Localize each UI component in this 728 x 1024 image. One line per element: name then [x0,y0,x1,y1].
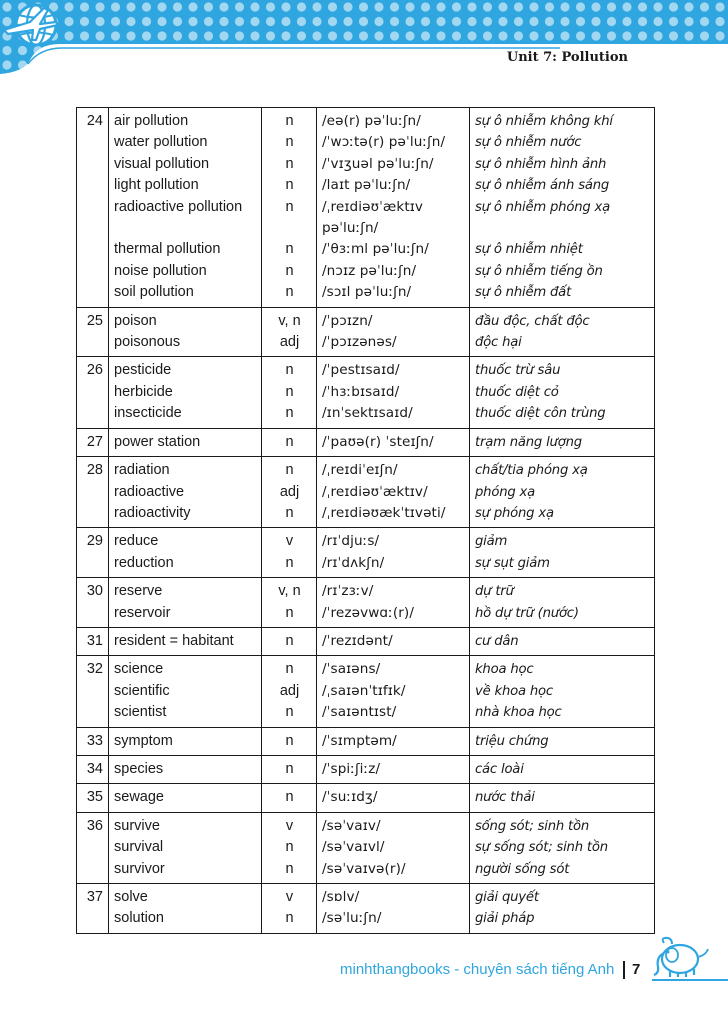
part-of-speech: n [285,198,294,215]
vietnamese-meaning-cell [470,884,655,934]
english-word: science [114,661,164,678]
pronunciation: /ˌreɪdiˈeɪʃn/ [322,462,398,479]
part-of-speech [267,218,312,239]
part-of-speech: n [285,661,294,678]
part-of-speech: n [285,789,294,806]
vietnamese-meaning: giải pháp [475,911,535,927]
part-of-speech-cell [262,428,317,456]
entry-number: 34 [86,760,103,777]
entry-number: 25 [86,312,103,329]
vietnamese-meaning: nhà khoa học [475,705,562,721]
entry-number: 36 [86,817,103,834]
pronunciation: /ɪnˈsektɪsaɪd/ [322,405,413,422]
table-row [77,528,655,578]
english-word [114,218,257,239]
vietnamese-meaning: hồ dự trữ (nước) [475,605,579,621]
pronunciation-cell [317,307,470,357]
part-of-speech: adj [279,483,300,500]
part-of-speech: n [285,262,294,279]
entry-number-cell [77,528,109,578]
vietnamese-meaning: sự phóng xạ [475,505,554,521]
english-word: visual pollution [114,155,210,172]
vietnamese-meaning-cell [470,457,655,528]
entry-number-cell [77,727,109,755]
part-of-speech-cell [262,357,317,428]
pronunciation-cell [317,627,470,655]
part-of-speech: n [285,504,294,521]
part-of-speech-cell [262,528,317,578]
pronunciation: /sɔɪl pəˈluːʃn/ [322,284,412,301]
globe-airplane-icon [0,0,66,50]
pronunciation: /ˈhɜːbɪsaɪd/ [322,383,400,400]
vietnamese-meaning: phóng xạ [475,484,536,500]
pronunciation: /ˌsaɪənˈtɪfɪk/ [322,682,406,699]
english-word: scientist [114,704,167,721]
part-of-speech-cell [262,457,317,528]
english-word: reserve [114,583,163,600]
english-word-cell [109,578,262,628]
vietnamese-meaning: các loài [475,761,524,777]
english-word: sewage [114,789,164,806]
pronunciation: /eə(r) pəˈluːʃn/ [322,113,421,129]
table-row [77,812,655,883]
pronunciation-cell [317,656,470,727]
entry-number: 31 [86,632,103,649]
pronunciation: /səˈvaɪvə(r)/ [322,860,406,877]
vietnamese-meaning: sự ô nhiễm ánh sáng [475,178,610,194]
part-of-speech: n [285,383,294,400]
part-of-speech: n [285,554,294,571]
table-row [77,307,655,357]
table-row [77,784,655,812]
entry-number: 35 [86,789,103,806]
footer-divider [623,961,625,979]
english-word: reduction [114,554,174,571]
english-word: soil pollution [114,284,194,301]
english-word: solve [114,889,148,905]
pronunciation: /ˈsuːɪdʒ/ [322,789,378,806]
part-of-speech: v [285,533,294,550]
vietnamese-meaning: người sống sót [475,861,570,877]
english-word: air pollution [114,113,189,129]
pronunciation-cell [317,578,470,628]
part-of-speech: n [285,284,294,301]
english-word: reservoir [114,604,171,621]
entry-number: 26 [86,362,103,379]
entry-number-cell [77,307,109,357]
part-of-speech-cell [262,578,317,628]
english-word: pesticide [114,362,172,379]
pronunciation: /ˈsɪmptəm/ [322,732,397,749]
english-word-cell [109,812,262,883]
table-row [77,656,655,727]
english-word: light pollution [114,177,199,194]
pronunciation: /ˈspiːʃiːz/ [322,760,381,777]
vietnamese-meaning: triệu chứng [475,733,549,749]
pronunciation: /ˈvɪʒuəl pəˈluːʃn/ [322,155,434,172]
part-of-speech: n [285,760,294,777]
pronunciation: /ˈsaɪəntɪst/ [322,704,397,721]
vietnamese-meaning: sự ô nhiễm nhiệt [475,242,583,258]
vietnamese-meaning: sự ô nhiễm phóng xạ [475,199,611,215]
vietnamese-meaning-cell [470,727,655,755]
english-word-cell [109,755,262,783]
english-word: species [114,760,164,777]
part-of-speech: n [285,632,294,649]
english-word: thermal pollution [114,241,221,258]
footer-rule [652,979,728,981]
entry-number-cell [77,578,109,628]
pronunciation: /ˈrezəvwɑː(r)/ [322,604,415,621]
vietnamese-meaning: sự ô nhiễm không khí [475,114,613,129]
pronunciation-cell [317,528,470,578]
part-of-speech-cell [262,108,317,308]
unit-title: Unit 7: Pollution [506,50,628,65]
vietnamese-meaning: sự sụt giảm [475,555,550,571]
pronunciation: /sɒlv/ [322,889,360,905]
english-word: radioactivity [114,504,191,521]
part-of-speech-cell [262,812,317,883]
part-of-speech-cell [262,656,317,727]
part-of-speech: n [285,704,294,721]
vietnamese-meaning: sự ô nhiễm đất [475,285,572,301]
part-of-speech: n [285,910,294,927]
english-word-cell [109,627,262,655]
entry-number-cell [77,656,109,727]
entry-number: 28 [86,462,103,479]
vietnamese-meaning-cell [470,108,655,308]
part-of-speech-cell [262,307,317,357]
part-of-speech-cell [262,755,317,783]
table-row [77,357,655,428]
english-word: resident = habitant [114,632,234,649]
entry-number-cell [77,457,109,528]
entry-number-cell [77,428,109,456]
part-of-speech: n [285,241,294,258]
part-of-speech: v [285,889,294,905]
part-of-speech: n [285,134,294,151]
pronunciation: /rɪˈdʌkʃn/ [322,554,385,571]
part-of-speech-cell [262,627,317,655]
english-word: noise pollution [114,262,207,279]
english-word: insecticide [114,405,182,422]
vietnamese-meaning: chất/tia phóng xạ [475,463,588,479]
pronunciation: /ˈpaʊə(r) ˈsteɪʃn/ [322,433,434,450]
entry-number-cell [77,812,109,883]
vietnamese-meaning: trạm năng lượng [475,434,582,450]
english-word: solution [114,910,164,927]
pronunciation: /ˈpɔɪzənəs/ [322,334,397,351]
english-word-cell [109,307,262,357]
vocabulary-table-body [77,108,655,934]
page-header [0,0,728,82]
vietnamese-meaning: sự ô nhiễm hình ảnh [475,156,607,172]
pronunciation: /səˈvaɪv/ [322,817,381,834]
pronunciation-cell [317,727,470,755]
vietnamese-meaning: về khoa học [475,683,553,699]
english-word: symptom [114,732,173,749]
english-word: survivor [114,860,165,877]
entry-number-cell [77,357,109,428]
english-word: scientific [114,682,170,699]
vietnamese-meaning: sự sống sót; sinh tồn [475,840,608,856]
page-number: 7 [632,961,641,978]
vietnamese-meaning: thuốc diệt cỏ [475,384,559,400]
entry-number: 30 [86,583,103,600]
entry-number: 37 [86,889,103,905]
vietnamese-meaning [475,218,650,239]
vietnamese-meaning: sự ô nhiễm nước [475,135,582,151]
pronunciation: /səˈvaɪvl/ [322,839,385,856]
entry-number: 27 [86,433,103,450]
part-of-speech-cell [262,727,317,755]
vietnamese-meaning: dự trữ [475,584,514,600]
vietnamese-meaning: đầu độc, chất độc [475,313,590,329]
table-row [77,884,655,934]
vietnamese-meaning: khoa học [475,662,534,678]
pronunciation-cell [317,812,470,883]
part-of-speech: n [285,362,294,379]
pronunciation: /səˈluːʃn/ [322,910,382,927]
pronunciation-cell [317,108,470,308]
entry-number: 29 [86,533,103,550]
vietnamese-meaning-cell [470,627,655,655]
part-of-speech: n [285,732,294,749]
english-word-cell [109,457,262,528]
header-band [0,0,728,82]
english-word: poisonous [114,334,181,351]
pronunciation-cell [317,457,470,528]
pronunciation: /ˈpɔɪzn/ [322,312,373,329]
pronunciation: /ˌreɪdiəʊˈæktɪv/ [322,483,428,500]
english-word: power station [114,433,201,450]
vietnamese-meaning-cell [470,656,655,727]
part-of-speech: n [285,839,294,856]
english-word-cell [109,784,262,812]
english-word-cell [109,884,262,934]
vietnamese-meaning: nước thải [475,790,535,806]
pronunciation: /ˈθɜːml pəˈluːʃn/ [322,241,429,258]
pronunciation: /nɔɪz pəˈluːʃn/ [322,262,417,279]
pronunciation: /rɪˈzɜːv/ [322,583,374,600]
pronunciation: /ˈwɔːtə(r) pəˈluːʃn/ [322,134,446,151]
part-of-speech: adj [279,334,300,351]
vietnamese-meaning: giải quyết [475,890,539,905]
vietnamese-meaning: độc hại [475,335,522,351]
entry-number: 33 [86,732,103,749]
entry-number-cell [77,108,109,308]
table-row [77,627,655,655]
vietnamese-meaning-cell [470,812,655,883]
english-word: poison [114,312,157,329]
entry-number-cell [77,627,109,655]
pronunciation: /ˌreɪdiəʊækˈtɪvəti/ [322,504,446,521]
part-of-speech: n [285,604,294,621]
vietnamese-meaning: sự ô nhiễm tiếng ồn [475,263,603,279]
english-word: herbicide [114,383,173,400]
english-word: radioactive pollution [114,198,243,215]
part-of-speech: n [285,860,294,877]
pronunciation: /ˈpestɪsaɪd/ [322,362,400,379]
pronunciation-cell [317,357,470,428]
publisher-text: minhthangbooks - chuyên sách tiếng Anh [340,961,615,978]
vietnamese-meaning-cell [470,578,655,628]
part-of-speech: n [285,462,294,479]
entry-number-cell [77,755,109,783]
english-word: survive [114,817,160,834]
part-of-speech: v, n [278,583,301,600]
pronunciation: /ˌreɪdiəʊˈæktɪv [322,198,424,215]
pronunciation-cell [317,755,470,783]
english-word: survival [114,839,164,856]
part-of-speech: n [285,155,294,172]
vietnamese-meaning-cell [470,428,655,456]
pronunciation-cell [317,784,470,812]
part-of-speech: n [285,433,294,450]
pronunciation: pəˈluːʃn/ [322,220,379,237]
pronunciation: /laɪt pəˈluːʃn/ [322,177,411,194]
table-row [77,428,655,456]
pronunciation-cell [317,884,470,934]
part-of-speech: n [285,405,294,422]
vietnamese-meaning-cell [470,784,655,812]
pronunciation-cell [317,428,470,456]
english-word-cell [109,428,262,456]
part-of-speech: adj [279,682,300,699]
part-of-speech: v, n [278,312,301,329]
english-word: reduce [114,533,159,550]
pronunciation: /ˈsaɪəns/ [322,661,381,678]
vietnamese-meaning: thuốc trừ sâu [475,363,561,379]
elephant-mascot-icon [650,935,712,979]
table-row [77,755,655,783]
vocabulary-table [76,107,655,934]
entry-number: 32 [86,661,103,678]
table-row [77,108,655,308]
part-of-speech-cell [262,884,317,934]
entry-number-cell [77,784,109,812]
english-word-cell [109,656,262,727]
english-word: radiation [114,462,170,479]
vietnamese-meaning-cell [470,307,655,357]
part-of-speech: n [285,177,294,194]
table-row [77,727,655,755]
part-of-speech: v [285,817,294,834]
table-row [77,457,655,528]
vietnamese-meaning-cell [470,357,655,428]
english-word-cell [109,108,262,308]
pronunciation: /rɪˈdjuːs/ [322,533,380,550]
vietnamese-meaning-cell [470,755,655,783]
vietnamese-meaning: cư dân [475,633,519,649]
english-word: water pollution [114,134,208,151]
entry-number: 24 [86,113,103,129]
english-word-cell [109,357,262,428]
entry-number-cell [77,884,109,934]
part-of-speech-cell [262,784,317,812]
english-word-cell [109,528,262,578]
vietnamese-meaning: giảm [475,534,508,550]
vietnamese-meaning-cell [470,528,655,578]
vietnamese-meaning: thuốc diệt côn trùng [475,406,606,422]
english-word: radioactive [114,483,185,500]
vietnamese-meaning: sống sót; sinh tồn [475,818,590,834]
table-row [77,578,655,628]
part-of-speech: n [285,113,294,129]
english-word-cell [109,727,262,755]
pronunciation: /ˈrezɪdənt/ [322,632,393,649]
